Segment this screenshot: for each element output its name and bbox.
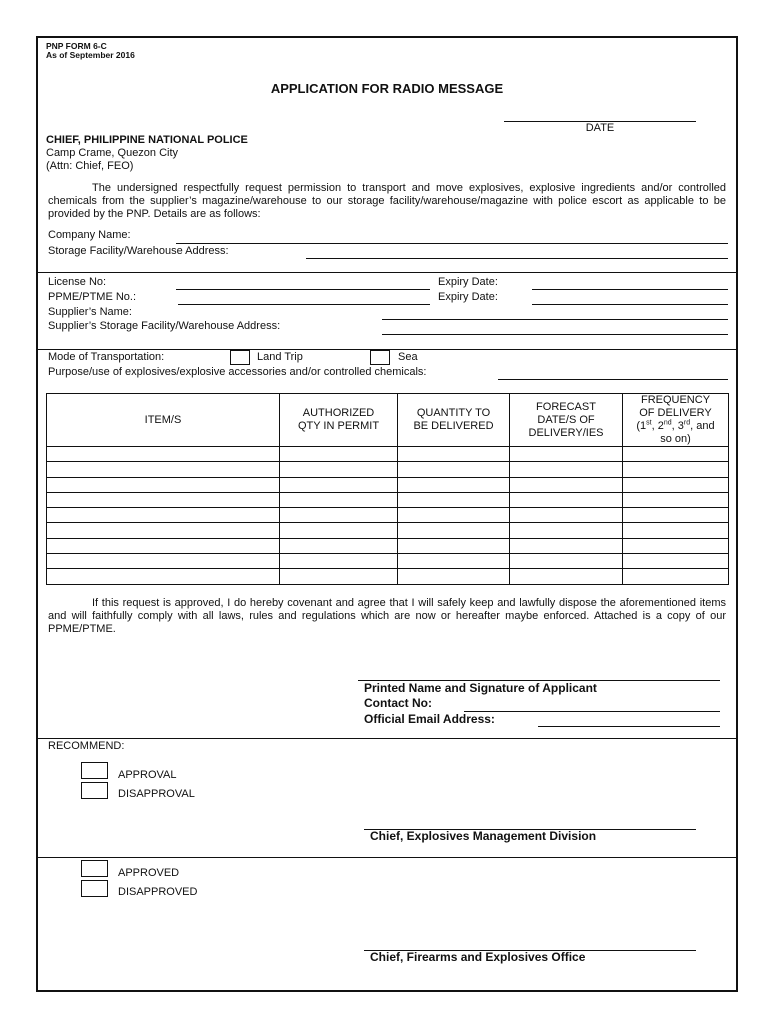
- authorized-qty-cell[interactable]: [280, 508, 398, 523]
- expiry-date-label-1: Expiry Date:: [438, 276, 498, 288]
- mode-of-transportation-label: Mode of Transportation:: [48, 351, 165, 363]
- frequency-cell[interactable]: [623, 492, 729, 507]
- forecast-date-cell[interactable]: [510, 569, 623, 584]
- quantity-cell[interactable]: [398, 477, 510, 492]
- forecast-date-column-header: FORECAST DATE/S OF DELIVERY/IES: [510, 394, 623, 447]
- item-cell[interactable]: [47, 523, 280, 538]
- frequency-cell[interactable]: [623, 508, 729, 523]
- contact-no-label: Contact No:: [364, 696, 432, 710]
- sea-label: Sea: [398, 351, 418, 363]
- company-name-field[interactable]: [176, 243, 728, 244]
- ppme-no-label: PPME/PTME No.:: [48, 291, 137, 303]
- land-trip-checkbox[interactable]: [230, 350, 250, 365]
- item-cell[interactable]: [47, 492, 280, 507]
- email-field[interactable]: [538, 726, 720, 727]
- table-header-row: [47, 394, 729, 447]
- disapproval-checkbox[interactable]: [81, 782, 108, 799]
- disapproved-checkbox[interactable]: [81, 880, 108, 897]
- expiry-date-label-2: Expiry Date:: [438, 291, 498, 303]
- table-row: [47, 523, 729, 538]
- table-row: [47, 462, 729, 477]
- table-row: [47, 477, 729, 492]
- quantity-cell[interactable]: [398, 538, 510, 553]
- expiry-date-field-2[interactable]: [532, 304, 728, 305]
- form-revision: As of September 2016: [46, 50, 135, 60]
- quantity-cell[interactable]: [398, 462, 510, 477]
- addressee-title: CHIEF, PHILIPPINE NATIONAL POLICE: [46, 134, 248, 146]
- frequency-cell[interactable]: [623, 538, 729, 553]
- section-divider: [38, 272, 736, 273]
- storage-address-label: Storage Facility/Warehouse Address:: [48, 245, 229, 257]
- land-trip-label: Land Trip: [257, 351, 303, 363]
- supplier-name-label: Supplier’s Name:: [48, 306, 132, 318]
- item-cell[interactable]: [47, 508, 280, 523]
- quantity-cell[interactable]: [398, 569, 510, 584]
- disapproved-label: DISAPPROVED: [118, 886, 198, 898]
- supplier-address-field[interactable]: [382, 334, 728, 335]
- frequency-cell[interactable]: [623, 462, 729, 477]
- license-no-field[interactable]: [176, 289, 430, 290]
- addressee-location: Camp Crame, Quezon City: [46, 147, 179, 159]
- company-name-label: Company Name:: [48, 229, 131, 241]
- section-divider: [38, 857, 736, 858]
- forecast-date-cell[interactable]: [510, 447, 623, 462]
- disapproval-label: DISAPPROVAL: [118, 788, 195, 800]
- authorized-qty-cell[interactable]: [280, 477, 398, 492]
- frequency-cell[interactable]: [623, 569, 729, 584]
- form-frame: [36, 36, 738, 992]
- frequency-cell[interactable]: [623, 447, 729, 462]
- authorized-qty-cell[interactable]: [280, 492, 398, 507]
- quantity-cell[interactable]: [398, 508, 510, 523]
- license-no-label: License No:: [48, 276, 107, 288]
- authorized-qty-column-header: AUTHORIZED QTY IN PERMIT: [280, 394, 398, 447]
- quantity-cell[interactable]: [398, 554, 510, 569]
- table-row: [47, 554, 729, 569]
- authorized-qty-cell[interactable]: [280, 554, 398, 569]
- table-row: [47, 569, 729, 584]
- frequency-column-header: FREQUENCY OF DELIVERY (1st, 2nd, 3rd, and so on): [623, 394, 729, 447]
- item-cell[interactable]: [47, 554, 280, 569]
- storage-address-field[interactable]: [306, 258, 728, 259]
- intro-paragraph: The undersigned respectfully request permission to transport and move explosives, explosive ingredients and/or controlled chemicals from the supplier’s magazine/warehouse to our storage facility/warehouse/magazine with police escort as applicable to be provided by the PNP. Details are as follows:: [48, 182, 726, 220]
- ppme-no-field[interactable]: [178, 304, 430, 305]
- forecast-date-cell[interactable]: [510, 538, 623, 553]
- form-code: PNP FORM 6-C: [46, 41, 107, 51]
- applicant-name-label: Printed Name and Signature of Applicant: [364, 681, 597, 695]
- frequency-cell[interactable]: [623, 477, 729, 492]
- authorized-qty-cell[interactable]: [280, 462, 398, 477]
- covenant-paragraph: If this request is approved, I do hereby covenant and agree that I will safely keep and lawfully dispose the aforementioned items and will faithfully comply with all laws, rules and regulations which are now or hereafter maybe enforced. Attached is a copy of our PPME/PTME.: [48, 597, 726, 635]
- quantity-cell[interactable]: [398, 523, 510, 538]
- authorized-qty-cell[interactable]: [280, 523, 398, 538]
- item-cell[interactable]: [47, 569, 280, 584]
- addressee-attention: (Attn: Chief, FEO): [46, 160, 134, 172]
- authorized-qty-cell[interactable]: [280, 569, 398, 584]
- supplier-name-field[interactable]: [382, 319, 728, 320]
- forecast-date-cell[interactable]: [510, 508, 623, 523]
- table-row: [47, 492, 729, 507]
- forecast-date-cell[interactable]: [510, 523, 623, 538]
- forecast-date-cell[interactable]: [510, 492, 623, 507]
- table-row: [47, 538, 729, 553]
- recommend-label: RECOMMEND:: [48, 740, 125, 752]
- date-label: DATE: [585, 122, 615, 134]
- approval-label: APPROVAL: [118, 769, 177, 781]
- quantity-cell[interactable]: [398, 492, 510, 507]
- expiry-date-field-1[interactable]: [532, 289, 728, 290]
- sea-checkbox[interactable]: [370, 350, 390, 365]
- frequency-cell[interactable]: [623, 523, 729, 538]
- item-cell[interactable]: [47, 477, 280, 492]
- section-divider: [38, 738, 736, 739]
- approved-label: APPROVED: [118, 867, 180, 879]
- frequency-cell[interactable]: [623, 554, 729, 569]
- table-row: [47, 508, 729, 523]
- contact-no-field[interactable]: [464, 711, 720, 712]
- authorized-qty-cell[interactable]: [280, 447, 398, 462]
- items-column-header: ITEM/S: [47, 394, 280, 447]
- supplier-address-label: Supplier’s Storage Facility/Warehouse Address:: [48, 320, 281, 332]
- forecast-date-cell[interactable]: [510, 554, 623, 569]
- quantity-delivered-column-header: QUANTITY TO BE DELIVERED: [398, 394, 510, 447]
- email-label: Official Email Address:: [364, 712, 495, 726]
- feo-signatory: Chief, Firearms and Explosives Office: [370, 950, 586, 964]
- purpose-label: Purpose/use of explosives/explosive accessories and/or controlled chemicals:: [48, 366, 427, 378]
- item-cell[interactable]: [47, 462, 280, 477]
- purpose-field[interactable]: [498, 379, 728, 380]
- quantity-cell[interactable]: [398, 447, 510, 462]
- table-row: [47, 447, 729, 462]
- item-cell[interactable]: [47, 538, 280, 553]
- items-table: [46, 393, 729, 585]
- emd-signatory: Chief, Explosives Management Division: [370, 829, 597, 843]
- approved-checkbox[interactable]: [81, 860, 108, 877]
- authorized-qty-cell[interactable]: [280, 538, 398, 553]
- forecast-date-cell[interactable]: [510, 477, 623, 492]
- item-cell[interactable]: [47, 447, 280, 462]
- forecast-date-cell[interactable]: [510, 462, 623, 477]
- approval-checkbox[interactable]: [81, 762, 108, 779]
- form-title: APPLICATION FOR RADIO MESSAGE: [270, 81, 504, 96]
